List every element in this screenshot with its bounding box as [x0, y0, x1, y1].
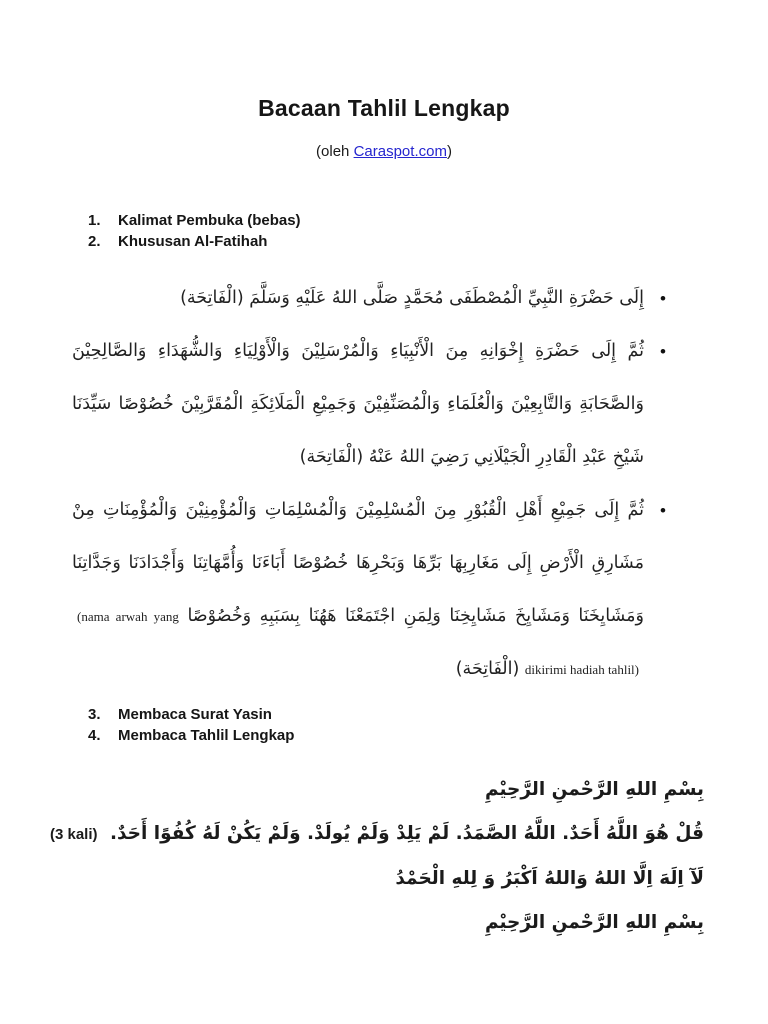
- list-item: [88, 704, 768, 725]
- list-item-label: Kalimat Pembuka (bebas): [118, 212, 301, 229]
- steps-list-bottom: [88, 704, 768, 746]
- list-item-label: Membaca Tahlil Lengkap: [118, 727, 295, 744]
- arabic-text: ثُمَّ إِلَى جَمِيْعِ أَهْلِ الْقُبُوْرِ مِنَ الْمُسْلِمِيْنَ وَالْمُسْلِمَاتِ وَالْمُؤْمِنِيْنَ وَالْمُؤْمِنَاتِ مِنْ مَشَارِقِ الْأَرْضِ إِلَى مَغَارِبِهَا بَرِّهَا وَبَحْرِهَا خُصُوْصًا أَبَاءَنَا وَأُمَّهَاتِنَا وَأَجْدَادَنَا وَجَدَّاتِنَا وَمَشَايِخَنَا وَمَشَايِخَ مَشَايِخِنَا وَلِمَنِ اجْتَمَعْنَا هَهُنَا بِسَبَبِهِ وَخُصُوْصًا: [72, 500, 644, 626]
- list-item-number: 1.: [88, 212, 101, 229]
- fatihah-bullet-list: [72, 272, 668, 696]
- byline-suffix: ): [446, 143, 452, 160]
- list-item-label: Khususan Al-Fatihah: [118, 233, 268, 250]
- arabic-bullet-item: [72, 325, 668, 484]
- al-ikhlas-line: [0, 812, 704, 857]
- list-item: [88, 725, 768, 746]
- list-item-number: 3.: [88, 706, 101, 723]
- arabic-bullet-item: [72, 272, 668, 325]
- bullet-icon: •: [660, 501, 666, 520]
- caraspot-link[interactable]: Caraspot.com: [353, 143, 447, 160]
- list-item: [88, 231, 768, 252]
- list-item-label: Membaca Surat Yasin: [118, 706, 272, 723]
- latin-inline-note: (nama arwah yang dikirimi hadiah tahlil): [77, 609, 639, 677]
- list-item: [88, 210, 768, 231]
- tahlil-takbir-line: لَآ اِلَهَ اِلَّا اللهُ وَاللهُ اَكْبَرُ وَ لِلهِ الْحَمْدُ: [395, 868, 704, 889]
- arabic-text: ثُمَّ إِلَى حَضْرَةِ إِخْوَانِهِ مِنَ الْأَنْبِيَاءِ وَالْمُرْسَلِيْنَ وَالْأَوْلِيَاءِ وَالشُّهَدَاءِ وَالصَّالِحِيْنَ وَالصَّحَابَةِ وَالتَّابِعِيْنَ وَالْعُلَمَاءِ وَالْمُصَنِّفِيْنَ وَجَمِيْعِ الْمَلَائِكَةِ الْمُقَرَّبِيْنَ خُصُوْصًا سَيِّدَنَا شَيْخِ عَبْدِ الْقَادِرِ الْجَيْلَانِي رَضِيَ اللهُ عَنْهُ (الْفَاتِحَة): [72, 341, 644, 467]
- list-item-number: 2.: [88, 233, 101, 250]
- arabic-text: (الْفَاتِحَة): [455, 659, 520, 679]
- page-title: Bacaan Tahlil Lengkap: [258, 95, 510, 121]
- arabic-text: قُلْ هُوَ اللَّهُ أَحَدٌ. اللَّهُ الصَّمَدُ. لَمْ يَلِدْ وَلَمْ يُولَدْ. وَلَمْ يَكُنْ لَهُ كُفُوًا أَحَدٌ.: [109, 823, 704, 844]
- steps-list-top: [88, 210, 768, 252]
- list-item-number: 4.: [88, 727, 101, 744]
- byline-prefix: (oleh: [316, 143, 354, 160]
- bismillah-line: بِسْمِ اللهِ الرَّحْمنِ الرَّحِيْمِ: [484, 779, 704, 800]
- bullet-icon: •: [660, 289, 666, 308]
- bullet-icon: •: [660, 342, 666, 361]
- arabic-text: إِلَى حَضْرَةِ النَّبِيِّ الْمُصْطَفَى مُحَمَّدٍ صَلَّى اللهُ عَلَيْهِ وَسَلَّمَ (الْفَاتِحَة): [180, 288, 644, 308]
- byline: [0, 143, 768, 160]
- repeat-count-note: (3 kali): [49, 826, 98, 843]
- bismillah-line: بِسْمِ اللهِ الرَّحْمنِ الرَّحِيْمِ: [484, 912, 704, 933]
- arabic-bullet-item: [72, 484, 668, 696]
- closing-recitations: [0, 768, 704, 945]
